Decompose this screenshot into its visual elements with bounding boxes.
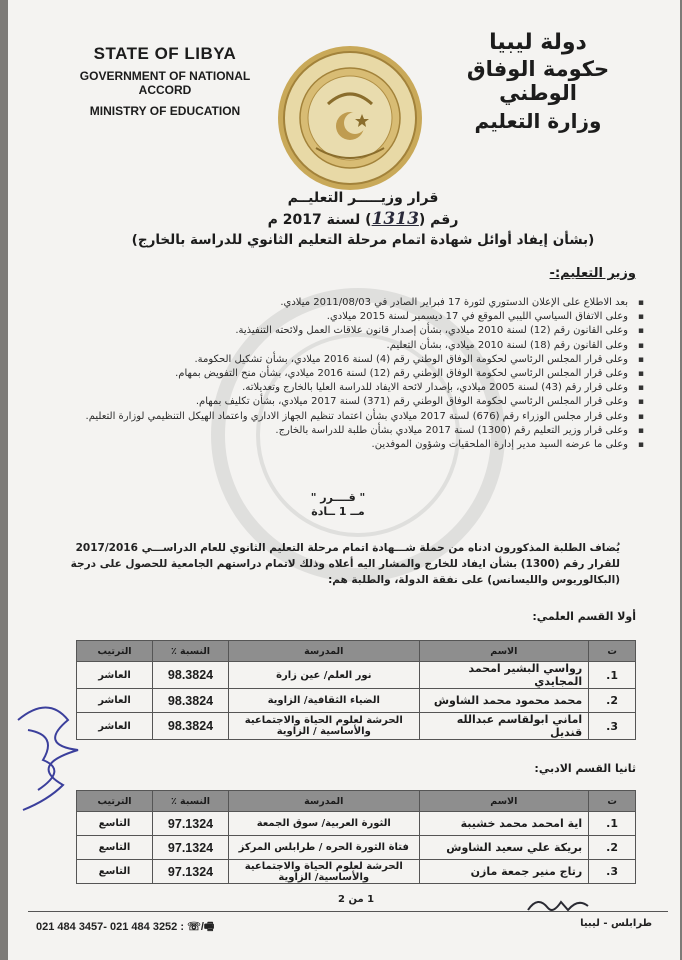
row-pct: 97.1324	[153, 812, 229, 836]
state-name-ar: دولة ليبيا	[489, 30, 587, 55]
row-num: 3.	[589, 713, 636, 740]
row-name: محمد محمود محمد الشاوش	[419, 689, 589, 713]
row-rank: التاسع	[77, 836, 153, 860]
decision-heading: " قــــرر "	[310, 491, 366, 504]
col-pct: النسبة ٪	[153, 791, 229, 812]
row-pct: 98.3824	[153, 689, 229, 713]
table-row	[77, 662, 636, 689]
row-name: رواسي البشير امحمد المجايدي	[419, 662, 589, 689]
row-num: 1.	[589, 662, 636, 689]
page-number: 1 من 2	[338, 894, 375, 905]
footer-phone: 021 484 3457- 021 484 3252 : ☏/🖷	[36, 921, 215, 933]
minister-heading: وزير التعليم:-	[549, 266, 636, 281]
row-name: اية امحمد محمد خشيبة	[419, 812, 589, 836]
row-rank: التاسع	[77, 812, 153, 836]
row-school: الحرشة لعلوم الحياة والاجتماعية والأساسية / الزاوية	[229, 713, 419, 740]
col-rank: الترتيب	[77, 791, 153, 812]
row-num: 1.	[589, 812, 636, 836]
english-letterhead	[70, 44, 260, 118]
signature-scribble-left	[8, 690, 98, 820]
row-school: فتاة الثورة الحره / طرابلس المركز	[229, 836, 419, 860]
decree-number-suffix: ) لسنة 2017 م	[267, 212, 372, 228]
table-header-row	[77, 641, 636, 662]
row-num: 3.	[589, 860, 636, 884]
row-pct: 98.3824	[153, 713, 229, 740]
col-num: ت	[589, 641, 636, 662]
preamble-item: ▪ وعلى قرار المجلس الرئاسي لحكومة الوفاق الوطني رقم (371) لسنة 2017 ميلادي، بشأن تكليف بمهام.	[84, 395, 644, 409]
table-row	[77, 860, 636, 884]
col-num: ت	[589, 791, 636, 812]
row-school: نور العلم/ عين زارة	[229, 662, 419, 689]
row-school: الحرشة لعلوم الحياة والاجتماعية والأساسية/ الزاوية	[229, 860, 419, 884]
row-name: رتاج منير جمعة مازن	[419, 860, 589, 884]
government-name-ar: حكومة الوفاق الوطني	[466, 57, 610, 105]
article-text: يُضاف الطلبة المذكورون ادناه من حملة شـــهادة اتمام مرحلة التعليم الثانوي للعام الدراســـي 2017/2016 للقرار رقم (1300) بشأن ايفاد للخارج والمشار اليه أعلاه وذلك لاتمام دراستهم الجامعية للحصول على درجة (البكالوريوس والليسانس) على نفقة الدولة، والطلبة هم:	[70, 542, 620, 586]
state-name-en: STATE OF LIBYA	[93, 44, 237, 63]
signature-initials	[523, 890, 593, 918]
preamble-list	[84, 296, 644, 452]
row-pct: 98.3824	[153, 662, 229, 689]
preamble-item: ▪ بعد الاطلاع على الإعلان الدستوري لثورة 17 فبراير الصادر في 2011/08/03 ميلادي.	[84, 296, 644, 310]
preamble-item: ▪ وعلى قرار المجلس الرئاسي لحكومة الوفاق الوطني رقم (12) لسنة 2016 ميلادي، بشأن منح التفويض بمهام.	[84, 367, 644, 381]
table-row	[77, 836, 636, 860]
decree-subject: (بشأن إيفاد أوائل شهادة اتمام مرحلة التعليم الثانوي للدراسة بالخارج)	[131, 232, 595, 248]
decree-number-prefix: رقم (	[418, 212, 459, 228]
footer-city: طرابلس - ليبيا	[580, 918, 652, 929]
science-students-table	[76, 640, 636, 740]
decree-title-block	[128, 190, 598, 248]
section-heading-literary: ثانيا القسم الادبي:	[534, 762, 636, 775]
table-row	[77, 689, 636, 713]
preamble-item: ▪ وعلى قرار مجلس الوزراء رقم (676) لسنة 2017 ميلادي بشأن اعتماد تنظيم الجهاز الاداري واعتماد الهيكل التنظيمي لوزارة التعليم.	[84, 410, 644, 424]
article-heading: مــ 1 ــادة	[311, 505, 365, 518]
row-name: اماني ابولقاسم عبدالله قنديل	[419, 713, 589, 740]
government-name-en: GOVERNMENT OF NATIONAL ACCORD	[79, 69, 251, 97]
row-name: بريكة علي سعيد الشاوش	[419, 836, 589, 860]
preamble-item: ▪ وعلى الاتفاق السياسي الليبي الموقع في 17 ديسمبر لسنة 2015 ميلادي.	[84, 310, 644, 324]
table-row	[77, 713, 636, 740]
row-school: الضياء الثقافية/ الزاوية	[229, 689, 419, 713]
table-header-row	[77, 791, 636, 812]
decree-number	[128, 209, 598, 229]
footer-divider	[28, 911, 668, 912]
col-pct: النسبة ٪	[153, 641, 229, 662]
preamble-item: ▪ وعلى قرار وزير التعليم رقم (1300) لسنة 2017 ميلادي بشأن طلبة للدراسة بالخارج.	[84, 424, 644, 438]
row-pct: 97.1324	[153, 836, 229, 860]
row-num: 2.	[589, 689, 636, 713]
ministry-name-en: MINISTRY OF EDUCATION	[89, 104, 241, 118]
col-name: الاسم	[419, 791, 589, 812]
decree-title: قرار وزيـــــر التعليــم	[287, 190, 439, 206]
col-school: المدرسة	[229, 641, 419, 662]
arabic-letterhead	[438, 30, 638, 133]
row-rank: العاشر	[77, 713, 153, 740]
preamble-item: ▪ وعلى ما عرضه السيد مدير إدارة الملحقيات وشؤون الموفدين.	[84, 438, 644, 452]
preamble-item: ▪ وعلى قرار المجلس الرئاسي لحكومة الوفاق الوطني رقم (4) لسنة 2016 ميلادي، بشأن تشكيل الحكومة.	[84, 353, 644, 367]
col-rank: الترتيب	[77, 641, 153, 662]
decision-block	[248, 491, 428, 518]
row-pct: 97.1324	[153, 860, 229, 884]
document-page	[8, 0, 680, 960]
preamble-item: ▪ وعلى القانون رقم (12) لسنة 2010 ميلادي، بشأن إصدار قانون علاقات العمل ولائحته التنفيذية.	[84, 324, 644, 338]
col-school: المدرسة	[229, 791, 419, 812]
ministry-name-ar: وزارة التعليم	[474, 109, 602, 133]
row-rank: التاسع	[77, 860, 153, 884]
decree-number-handwritten: 1313	[371, 209, 419, 229]
literary-students-table	[76, 790, 636, 884]
row-rank: العاشر	[77, 662, 153, 689]
preamble-item: ▪ وعلى قرار رقم (43) لسنة 2005 ميلادي، بإصدار لائحة الايفاد للدراسة العليا بالخارج وتعديلاته.	[84, 381, 644, 395]
row-school: الثورة العربية/ سوق الجمعة	[229, 812, 419, 836]
state-seal-logo	[276, 44, 424, 192]
table-row	[77, 812, 636, 836]
preamble-item: ▪ وعلى القانون رقم (18) لسنة 2010 ميلادي، بشأن التعليم.	[84, 339, 644, 353]
col-name: الاسم	[419, 641, 589, 662]
section-heading-science: أولا القسم العلمي:	[532, 610, 636, 623]
row-rank: العاشر	[77, 689, 153, 713]
row-num: 2.	[589, 836, 636, 860]
